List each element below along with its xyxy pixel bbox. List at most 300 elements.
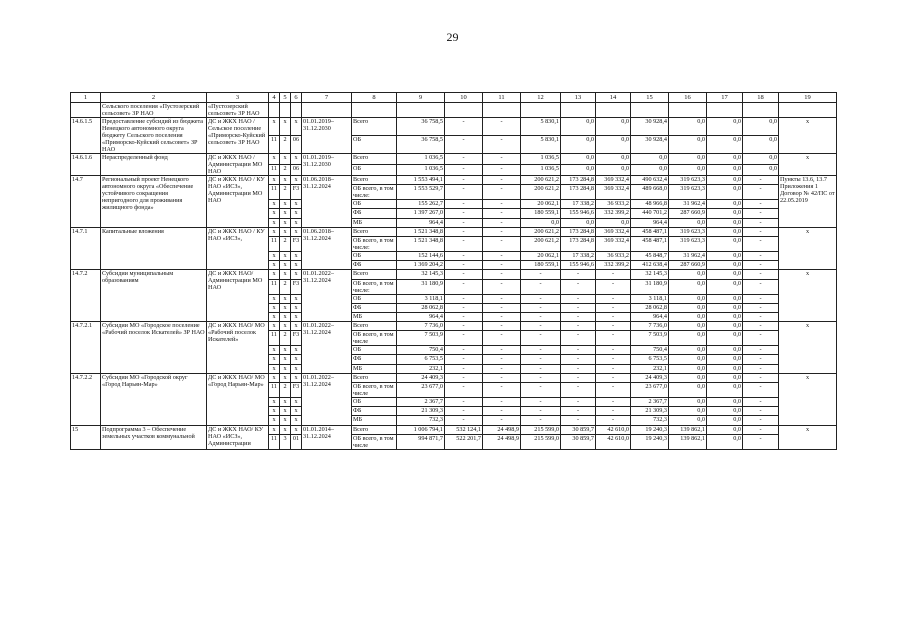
- column-number: 19: [779, 93, 837, 103]
- table-cell: -: [743, 312, 779, 321]
- table-cell: 30 928,4: [631, 118, 669, 136]
- table-cell: -: [743, 303, 779, 312]
- table-cell: х: [280, 425, 291, 434]
- table-cell: 489 668,0: [631, 185, 669, 200]
- table-cell: 14.6.1.6: [71, 154, 101, 176]
- table-cell: х: [280, 355, 291, 364]
- table-cell: 01: [291, 434, 302, 449]
- table-cell: 0,0: [707, 200, 743, 209]
- column-number: 14: [596, 93, 631, 103]
- table-cell: -: [445, 200, 483, 209]
- table-cell: ДС и ЖКХ НАО / Сельское поселение «Приморско-Куйский сельсовет» ЗР НАО: [207, 118, 269, 154]
- table-cell: -: [445, 227, 483, 236]
- table-row: [71, 176, 837, 185]
- table-cell: 215 599,0: [521, 434, 561, 449]
- table-cell: 964,4: [397, 218, 445, 227]
- table-cell: х: [269, 251, 280, 260]
- table-cell: -: [743, 331, 779, 346]
- table-cell: 06: [291, 136, 302, 154]
- table-cell: 0,0: [669, 373, 707, 382]
- table-cell: ДС и ЖКХ НАО/ КУ НАО «ИСЗ», Администрации: [207, 425, 269, 449]
- table-cell: 20 062,1: [521, 200, 561, 209]
- table-cell: 3 118,1: [631, 294, 669, 303]
- table-cell: 0,0: [707, 434, 743, 449]
- table-cell: -: [483, 200, 521, 209]
- table-cell: Всего: [352, 154, 397, 165]
- table-cell: 0,0: [707, 407, 743, 416]
- column-number: 1: [71, 93, 101, 103]
- table-cell: 412 638,4: [631, 261, 669, 270]
- table-cell: 11: [269, 136, 280, 154]
- column-number-row: [71, 93, 837, 103]
- table-cell: 0,0: [631, 165, 669, 176]
- table-cell: -: [596, 416, 631, 425]
- table-cell: х: [280, 312, 291, 321]
- table-cell: 319 623,3: [669, 185, 707, 200]
- table-cell: 369 332,4: [596, 185, 631, 200]
- table-cell: 15: [71, 425, 101, 449]
- table-cell: -: [743, 346, 779, 355]
- table-cell: 0,0: [707, 398, 743, 407]
- table-cell: 1 036,5: [397, 165, 445, 176]
- table-cell: х: [269, 398, 280, 407]
- table-cell: х: [291, 176, 302, 185]
- table-cell: 0,0: [669, 383, 707, 398]
- table-cell: -: [521, 294, 561, 303]
- table-cell: -: [521, 331, 561, 346]
- table-cell: х: [291, 416, 302, 425]
- table-cell: 0,0: [596, 154, 631, 165]
- table-cell: Предоставление субсидий из бюджета Ненецкого автономного округа бюджету Сельского поселения «Приморско-Куйский сельсовет» ЗР НАО: [101, 118, 207, 154]
- table-row: [71, 118, 837, 136]
- table-cell: F3: [291, 279, 302, 294]
- table-cell: х: [280, 294, 291, 303]
- table-cell: ОБ: [352, 346, 397, 355]
- table-cell: Подпрограмма 3 – Обеспечение земельных участков коммунальной: [101, 425, 207, 449]
- table-cell: 200 621,2: [521, 236, 561, 251]
- table-cell: Всего: [352, 176, 397, 185]
- table-cell: -: [445, 416, 483, 425]
- table-cell: [707, 103, 743, 118]
- table-cell: 0,0: [669, 118, 707, 136]
- table-cell: 232,1: [397, 364, 445, 373]
- table-cell: 0,0: [561, 154, 596, 165]
- column-number: 10: [445, 93, 483, 103]
- table-cell: 155 262,7: [397, 200, 445, 209]
- table-cell: 0,0: [707, 373, 743, 382]
- table-cell: х: [269, 373, 280, 382]
- table-cell: х: [280, 251, 291, 260]
- table-cell: х: [779, 227, 837, 270]
- table-cell: 0,0: [669, 154, 707, 165]
- table-cell: -: [445, 176, 483, 185]
- table-cell: -: [483, 373, 521, 382]
- table-cell: 732,3: [631, 416, 669, 425]
- table-cell: 5 830,1: [521, 118, 561, 136]
- table-cell: х: [269, 322, 280, 331]
- table-cell: -: [445, 251, 483, 260]
- column-number: 2: [101, 93, 207, 103]
- table-cell: ФБ: [352, 407, 397, 416]
- table-cell: 01.01.2019– 31.12.2030: [302, 118, 352, 154]
- table-cell: -: [561, 270, 596, 279]
- column-number: 6: [291, 93, 302, 103]
- table-cell: 0,0: [707, 236, 743, 251]
- table-cell: 173 284,8: [561, 227, 596, 236]
- column-number: 9: [397, 93, 445, 103]
- table-cell: 1 397 267,0: [397, 209, 445, 218]
- table-cell: 19 240,3: [631, 434, 669, 449]
- table-cell: 0,0: [561, 165, 596, 176]
- table-cell: -: [561, 312, 596, 321]
- table-cell: -: [561, 322, 596, 331]
- table-cell: 200 621,2: [521, 227, 561, 236]
- table-cell: -: [743, 218, 779, 227]
- table-cell: [631, 103, 669, 118]
- table-cell: 14.6.1.5: [71, 118, 101, 154]
- table-cell: -: [483, 251, 521, 260]
- table-cell: -: [561, 331, 596, 346]
- table-cell: [269, 103, 280, 118]
- table-cell: [521, 103, 561, 118]
- table-cell: -: [445, 261, 483, 270]
- table-cell: 0,0: [596, 165, 631, 176]
- table-cell: -: [743, 398, 779, 407]
- column-number: 17: [707, 93, 743, 103]
- table-cell: [669, 103, 707, 118]
- table-cell: -: [743, 200, 779, 209]
- table-cell: х: [291, 303, 302, 312]
- table-cell: -: [483, 416, 521, 425]
- table-cell: х: [269, 200, 280, 209]
- table-cell: F3: [291, 331, 302, 346]
- column-number: 8: [352, 93, 397, 103]
- table-cell: х: [269, 154, 280, 165]
- table-cell: х: [291, 251, 302, 260]
- table-cell: х: [291, 355, 302, 364]
- table-cell: -: [483, 407, 521, 416]
- table-cell: 01.06.2018– 31.12.2024: [302, 176, 352, 228]
- table-cell: 1 036,5: [521, 165, 561, 176]
- table-cell: -: [743, 185, 779, 200]
- table-cell: 1 553 529,7: [397, 185, 445, 200]
- table-cell: 0,0: [707, 279, 743, 294]
- table-cell: х: [291, 398, 302, 407]
- table-cell: х: [291, 322, 302, 331]
- table-cell: Пункты 13.6, 13.7 Приложения 1 Договор № 42/ПС от 22.05.2019: [779, 176, 837, 228]
- table-row: [71, 322, 837, 331]
- table-cell: -: [743, 373, 779, 382]
- table-cell: 0,0: [707, 251, 743, 260]
- table-cell: 319 623,3: [669, 176, 707, 185]
- table-cell: -: [743, 416, 779, 425]
- table-cell: 06: [291, 165, 302, 176]
- table-cell: х: [779, 118, 837, 154]
- table-cell: ФБ: [352, 261, 397, 270]
- table-cell: 01.01.2014– 31.12.2024: [302, 425, 352, 449]
- table-cell: 0,0: [707, 294, 743, 303]
- table-cell: 2 367,7: [631, 398, 669, 407]
- table-cell: 490 632,4: [631, 176, 669, 185]
- table-cell: [397, 103, 445, 118]
- table-cell: -: [483, 322, 521, 331]
- table-cell: -: [743, 261, 779, 270]
- table-cell: 200 621,2: [521, 185, 561, 200]
- table-cell: 0,0: [669, 331, 707, 346]
- table-cell: ФБ: [352, 209, 397, 218]
- table-cell: ОБ всего, в том числе: [352, 331, 397, 346]
- table-cell: -: [483, 331, 521, 346]
- table-cell: -: [483, 346, 521, 355]
- table-cell: 11: [269, 165, 280, 176]
- table-cell: 0,0: [561, 218, 596, 227]
- table-cell: 01.01.2022– 31.12.2024: [302, 270, 352, 322]
- table-cell: 42 610,0: [596, 425, 631, 434]
- table-cell: -: [445, 270, 483, 279]
- table-cell: 31 962,4: [669, 251, 707, 260]
- table-cell: -: [445, 118, 483, 136]
- table-cell: 2: [280, 165, 291, 176]
- table-cell: 17 338,2: [561, 200, 596, 209]
- table-cell: 0,0: [596, 118, 631, 136]
- column-number: 12: [521, 93, 561, 103]
- table-cell: ДС и ЖКХ НАО/ Администрации МО НАО: [207, 270, 269, 322]
- table-cell: -: [596, 398, 631, 407]
- table-cell: х: [269, 270, 280, 279]
- table-cell: х: [269, 294, 280, 303]
- table-cell: ДС и ЖКХ НАО/ МО «Город Нарьян-Мар»: [207, 373, 269, 425]
- table-cell: -: [561, 303, 596, 312]
- table-row: [71, 154, 837, 165]
- table-cell: 20 062,1: [521, 251, 561, 260]
- table-cell: ФБ: [352, 355, 397, 364]
- table-cell: 0,0: [707, 176, 743, 185]
- table-cell: 0,0: [631, 154, 669, 165]
- table-cell: х: [779, 373, 837, 425]
- table-cell: х: [269, 312, 280, 321]
- table-cell: -: [596, 322, 631, 331]
- table-cell: -: [596, 279, 631, 294]
- table-cell: 0,0: [669, 312, 707, 321]
- table-cell: 1 369 204,2: [397, 261, 445, 270]
- table-cell: -: [596, 270, 631, 279]
- table-cell: х: [269, 176, 280, 185]
- table-cell: 30 928,4: [631, 136, 669, 154]
- table-cell: х: [280, 200, 291, 209]
- table-row: [71, 425, 837, 434]
- table-cell: -: [483, 355, 521, 364]
- table-cell: -: [483, 165, 521, 176]
- table-cell: х: [280, 270, 291, 279]
- table-cell: [483, 103, 521, 118]
- table-cell: 2: [280, 331, 291, 346]
- table-cell: -: [445, 407, 483, 416]
- table-cell: Субсидии МО «Городское поселение «Рабочий поселок Искателей» ЗР НАО: [101, 322, 207, 374]
- table-cell: х: [291, 154, 302, 165]
- table-cell: х: [269, 425, 280, 434]
- table-cell: -: [743, 251, 779, 260]
- table-cell: 48 966,8: [631, 200, 669, 209]
- table-cell: 332 399,2: [596, 261, 631, 270]
- table-cell: -: [743, 434, 779, 449]
- table-cell: -: [743, 383, 779, 398]
- table-cell: -: [743, 270, 779, 279]
- table-cell: -: [561, 416, 596, 425]
- table-cell: х: [280, 176, 291, 185]
- table-cell: 0,0: [669, 355, 707, 364]
- table-cell: -: [521, 364, 561, 373]
- table-cell: 7 503,9: [631, 331, 669, 346]
- table-cell: -: [483, 236, 521, 251]
- table-cell: -: [445, 136, 483, 154]
- table-cell: 215 599,0: [521, 425, 561, 434]
- table-cell: 32 145,3: [397, 270, 445, 279]
- table-cell: [291, 103, 302, 118]
- table-cell: -: [445, 383, 483, 398]
- table-cell: -: [521, 355, 561, 364]
- table-cell: -: [743, 322, 779, 331]
- table-cell: -: [596, 331, 631, 346]
- table-cell: 36 758,5: [397, 136, 445, 154]
- table-cell: 42 610,0: [596, 434, 631, 449]
- table-cell: 1 521 348,8: [397, 236, 445, 251]
- table-cell: 01.01.2022– 31.12.2024: [302, 373, 352, 425]
- table-cell: ОБ: [352, 251, 397, 260]
- table-cell: Субсидии муниципальным образованиям: [101, 270, 207, 322]
- table-row: [71, 103, 837, 118]
- table-cell: ОБ: [352, 398, 397, 407]
- table-cell: 332 399,2: [596, 209, 631, 218]
- table-cell: х: [280, 261, 291, 270]
- table-cell: Нераспределенный фонд: [101, 154, 207, 176]
- table-cell: х: [291, 261, 302, 270]
- table-cell: -: [596, 364, 631, 373]
- table-cell: 0,0: [707, 270, 743, 279]
- column-number: 7: [302, 93, 352, 103]
- table-cell: МБ: [352, 364, 397, 373]
- table-cell: х: [280, 416, 291, 425]
- table-cell: -: [596, 355, 631, 364]
- table-cell: 0,0: [669, 398, 707, 407]
- table-cell: 319 623,3: [669, 227, 707, 236]
- table-cell: 964,4: [397, 312, 445, 321]
- table-cell: ОБ: [352, 136, 397, 154]
- table-cell: МБ: [352, 218, 397, 227]
- table-cell: 0,0: [707, 218, 743, 227]
- table-cell: х: [269, 303, 280, 312]
- table-cell: 0,0: [707, 383, 743, 398]
- table-cell: МБ: [352, 312, 397, 321]
- table-cell: 0,0: [707, 118, 743, 136]
- table-cell: 369 332,4: [596, 227, 631, 236]
- table-cell: 0,0: [743, 118, 779, 136]
- table-cell: -: [743, 209, 779, 218]
- table-cell: 2: [280, 136, 291, 154]
- table-cell: 0,0: [707, 136, 743, 154]
- table-cell: 01.01.2022– 31.12.2024: [302, 322, 352, 374]
- table-cell: -: [596, 312, 631, 321]
- table-cell: 0,0: [707, 346, 743, 355]
- table-cell: 458 487,1: [631, 236, 669, 251]
- table-cell: Региональный проект Ненецкого автономного округа «Обеспечение устойчивого сокращения непригодного для проживания жилищного фонда»: [101, 176, 207, 228]
- table-cell: х: [269, 346, 280, 355]
- table-cell: -: [743, 407, 779, 416]
- table-cell: х: [291, 118, 302, 136]
- table-cell: -: [483, 398, 521, 407]
- table-cell: -: [445, 185, 483, 200]
- table-cell: 0,0: [596, 218, 631, 227]
- table-cell: «Пустозерский сельсовет» ЗР НАО: [207, 103, 269, 118]
- table-cell: 0,0: [596, 136, 631, 154]
- table-cell: 458 487,1: [631, 227, 669, 236]
- table-cell: -: [561, 355, 596, 364]
- table-cell: 11: [269, 331, 280, 346]
- table-cell: 0,0: [707, 227, 743, 236]
- table-cell: 0,0: [707, 312, 743, 321]
- table-cell: х: [280, 407, 291, 416]
- table-cell: 24 409,3: [631, 373, 669, 382]
- table-cell: Всего: [352, 118, 397, 136]
- column-number: 18: [743, 93, 779, 103]
- table-cell: Всего: [352, 373, 397, 382]
- table-cell: 0,0: [669, 270, 707, 279]
- table-cell: 0,0: [707, 355, 743, 364]
- column-number: 11: [483, 93, 521, 103]
- table-cell: -: [483, 227, 521, 236]
- table-cell: х: [291, 425, 302, 434]
- table-cell: 173 284,8: [561, 185, 596, 200]
- table-cell: ДС и ЖКХ НАО/ МО «Рабочий поселок Искателей»: [207, 322, 269, 374]
- table-cell: 21 309,3: [631, 407, 669, 416]
- table-cell: 0,0: [707, 261, 743, 270]
- table-cell: -: [483, 154, 521, 165]
- table-cell: 7 736,0: [397, 322, 445, 331]
- table-cell: 14.7.1: [71, 227, 101, 270]
- table-cell: -: [483, 218, 521, 227]
- table-cell: х: [291, 294, 302, 303]
- table-cell: х: [280, 154, 291, 165]
- table-cell: -: [483, 118, 521, 136]
- table-cell: -: [743, 425, 779, 434]
- table-cell: -: [561, 407, 596, 416]
- table-cell: -: [521, 279, 561, 294]
- table-cell: -: [561, 279, 596, 294]
- table-cell: х: [291, 227, 302, 236]
- table-cell: Всего: [352, 322, 397, 331]
- table-cell: 732,3: [397, 416, 445, 425]
- table-cell: 6 753,5: [631, 355, 669, 364]
- table-cell: F3: [291, 185, 302, 200]
- table-cell: 0,0: [707, 416, 743, 425]
- table-cell: 0,0: [707, 322, 743, 331]
- table-cell: -: [483, 279, 521, 294]
- table-cell: х: [269, 209, 280, 218]
- table-cell: [596, 103, 631, 118]
- table-cell: 0,0: [669, 407, 707, 416]
- table-cell: -: [483, 364, 521, 373]
- table-cell: -: [483, 185, 521, 200]
- table-cell: -: [596, 346, 631, 355]
- table-cell: -: [743, 227, 779, 236]
- table-cell: -: [521, 398, 561, 407]
- table-row: [71, 373, 837, 382]
- table-cell: х: [269, 218, 280, 227]
- table-cell: х: [269, 364, 280, 373]
- table-cell: х: [280, 303, 291, 312]
- table-cell: 3 118,1: [397, 294, 445, 303]
- table-cell: 139 862,1: [669, 425, 707, 434]
- table-cell: х: [779, 322, 837, 374]
